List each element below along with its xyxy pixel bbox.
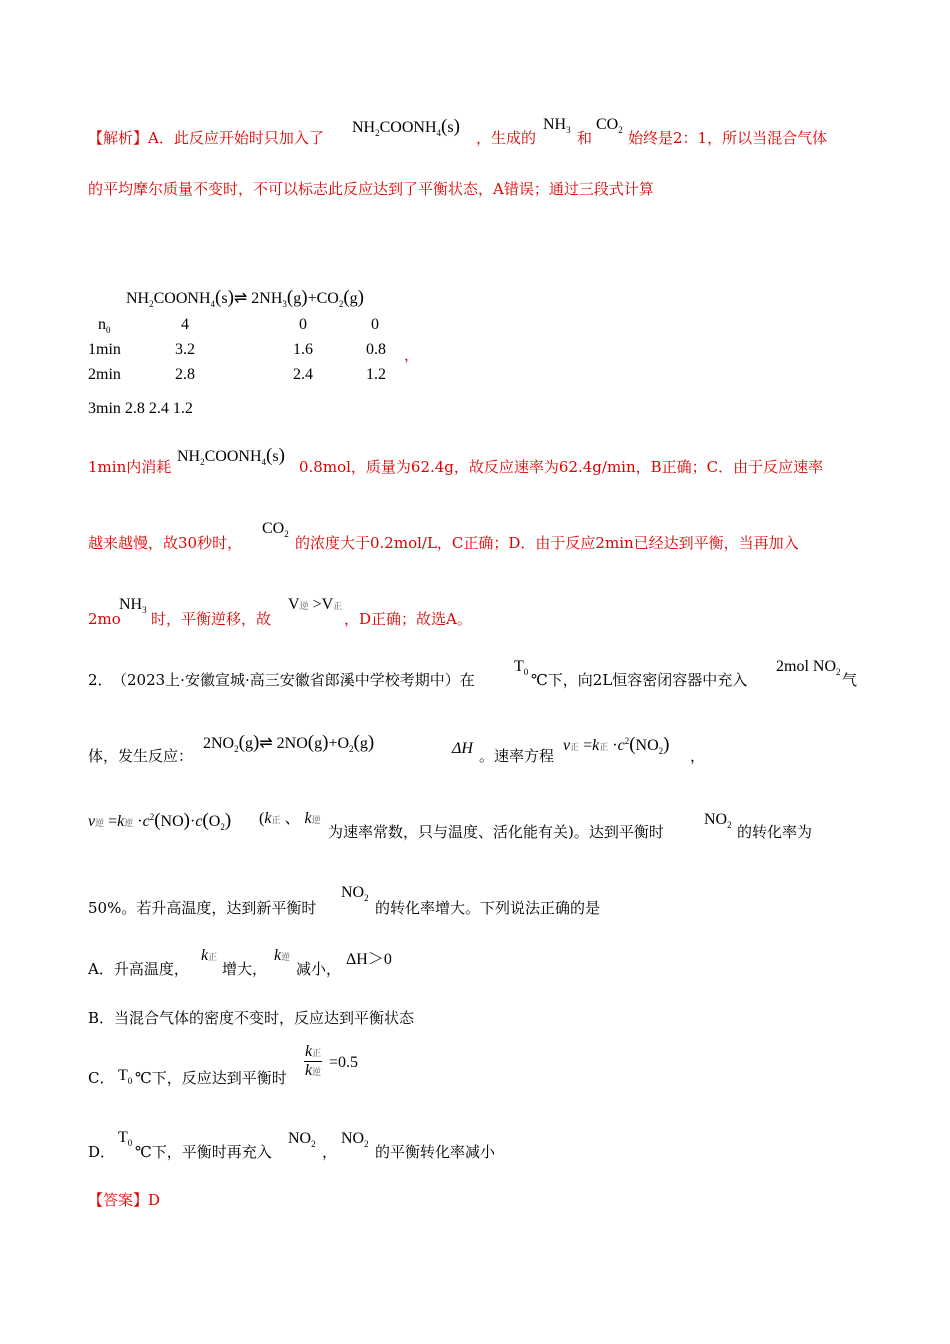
option-d-text: 的平衡转化率减小 (375, 1143, 496, 1161)
question-text: 的转化率为 (737, 823, 813, 841)
formula-no2: $NO_2$ (341, 884, 369, 903)
analysis-line-2: 的平均摩尔质量不变时，不可以标志此反应达到了平衡状态，A错误；通过三段式计算 (88, 180, 654, 198)
formula-k-pair: (k正 、 k逆 (259, 810, 321, 827)
formula-t0: $T_0$ (514, 658, 529, 677)
formula-v-compare: V逆 >V正 (288, 596, 343, 613)
table-cell: 2.4 (293, 366, 313, 383)
table-cell: 2.8 (175, 366, 195, 383)
formula-no2: $NO_2$ (288, 1130, 316, 1149)
table-row-3: 3min 2.8 2.4 1.2 (88, 400, 193, 417)
answer-line (88, 1193, 160, 1208)
formula-no2: $NO_2$ (704, 811, 732, 830)
formula-delta-h: ΔH (452, 740, 473, 757)
formula-delta-h-sign: ΔH＞0 (346, 951, 392, 968)
table-row-label: 1min (88, 341, 121, 358)
question-text: 气 (842, 671, 858, 689)
analysis-line-1 (88, 131, 324, 146)
formula-co2: $CO_2$ (262, 520, 289, 539)
analysis-text: 和 (577, 129, 593, 147)
answer-value: D (148, 1191, 161, 1209)
formula-k-ratio: k正 k逆 (305, 1043, 322, 1080)
question-text: 的转化率增大。下列说法正确的是 (375, 899, 601, 917)
question-text: 50%。若升高温度，达到新平衡时 (88, 899, 317, 917)
analysis-text: ，D正确；故选A。 (344, 610, 472, 628)
formula-nh3: $NH_3$ (543, 116, 571, 135)
formula-no2: $NO_2$ (341, 1130, 369, 1149)
table-row-label: 2min (88, 366, 121, 383)
analysis-text: 1min内消耗 (88, 458, 172, 476)
table-cell: 0 (299, 316, 307, 333)
formula-reaction: $2NO_2(g)\rightleftharpoons$ $2NO(g)+O_2(g)$ (203, 732, 375, 754)
formula-amount: 2mol $NO_2$ (776, 658, 841, 677)
formula-nh2coonh4: $NH_2COONH_4(s)$ (352, 116, 460, 138)
table-cell: 3.2 (175, 341, 195, 358)
formula-nh2coonh4: $NH_2COONH_4(s)$ (177, 445, 285, 467)
table-cell: 1.2 (366, 366, 386, 383)
option-d-text: ， (322, 1143, 338, 1161)
option-c-text: ℃下，反应达到平衡时 (135, 1069, 287, 1087)
question-source: （2023上·安徽宣城·高三安徽省郎溪中学校考期中）在 (112, 671, 475, 689)
option-a-text: 减小， (296, 960, 342, 978)
question-text: 为速率常数，只与温度、活化能有关)。达到平衡时 (328, 823, 664, 841)
question-text: ， (690, 747, 706, 765)
table-equation: $NH_2COONH_4(s)\rightleftharpoons$ $2NH_3(g)+CO_2(g)$ (126, 287, 364, 309)
table-row: $n_0$ (98, 316, 111, 335)
table-cell: 4 (181, 316, 189, 333)
option-a: A．升高温度， (88, 960, 189, 978)
analysis-text: A．此反应开始时只加入了 (148, 129, 324, 147)
option-c: C． (88, 1069, 115, 1087)
question-number: 2． (88, 671, 113, 689)
analysis-text: 2mo (88, 610, 121, 628)
formula-v-forward: v正 =k正 $\cdot c^2(NO_2)$ (563, 734, 670, 756)
question-text: ℃下，向2L恒容密闭容器中充入 (531, 671, 748, 689)
formula-k-forward: k正 (201, 947, 218, 964)
formula-k-reverse: k逆 (274, 947, 291, 964)
formula-v-reverse: v逆 =k逆 $\cdot c^2(NO)\cdot c(O_2)$ (88, 810, 232, 832)
option-a-text: 增大， (222, 960, 268, 978)
table-cell: 1.6 (293, 341, 313, 358)
formula-ratio-value: =0.5 (329, 1054, 359, 1071)
analysis-text: 越来越慢，故30秒时， (88, 534, 243, 552)
analysis-text: ，生成的 (476, 129, 537, 147)
analysis-text: 0.8mol，质量为62.4g，故反应速率为62.4g/min，B正确；C．由于反应速率 (299, 458, 824, 476)
table-comma: ， (404, 346, 420, 364)
analysis-text: 时，平衡逆移，故 (151, 610, 272, 628)
analysis-label: 【解析】 (88, 129, 149, 147)
formula-t0: $T_0$ (118, 1067, 133, 1086)
formula-t0: $T_0$ (118, 1129, 133, 1148)
amount-text: 2mol NO (776, 658, 836, 675)
question-text: 。速率方程 (479, 747, 555, 765)
analysis-text: 始终是2：1，所以当混合气体 (628, 129, 828, 147)
answer-label: 【答案】 (88, 1191, 149, 1209)
option-d: D． (88, 1143, 116, 1161)
question-text: 体，发生反应： (88, 747, 194, 765)
formula-nh3: $NH_3$ (119, 596, 147, 615)
analysis-text: 的浓度大于0.2mol/L，C正确；D．由于反应2min已经达到平衡，当再加入 (295, 534, 799, 552)
table-cell: 0 (371, 316, 379, 333)
option-b: B．当混合气体的密度不变时，反应达到平衡状态 (88, 1009, 415, 1027)
table-cell: 0.8 (366, 341, 386, 358)
option-d-text: ℃下，平衡时再充入 (135, 1143, 272, 1161)
formula-co2: $CO_2$ (596, 116, 623, 135)
